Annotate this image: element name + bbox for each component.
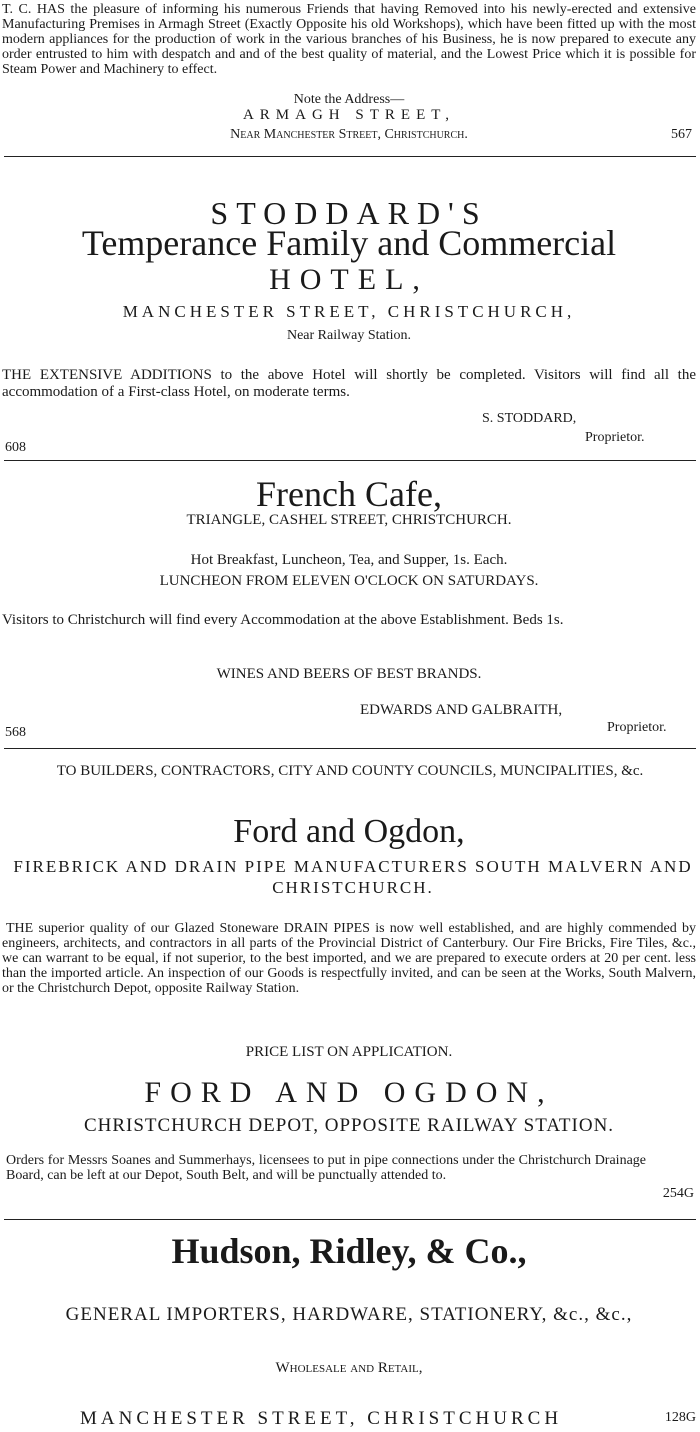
ad-ford-ogdon-trade: FIREBRICK AND DRAIN PIPE MANUFACTURERS SOUTH MALVERN AND CHRISTCHURCH. xyxy=(13,857,693,897)
ad-stoddard-near: Near Railway Station. xyxy=(286,328,412,343)
ad-french-cafe-ref: 568 xyxy=(5,725,26,740)
ad-tc-ref: 567 xyxy=(671,127,692,142)
ad-tc-near: Near Manchester Street, Christchurch. xyxy=(230,127,468,142)
ad-stoddard-line2: Temperance Family and Commercial xyxy=(81,223,617,263)
ad-stoddard-ref: 608 xyxy=(5,440,26,455)
divider xyxy=(4,1219,696,1220)
ad-stoddard-hotel: HOTEL, xyxy=(269,263,429,296)
ad-hudson-ridley-wholesale: Wholesale and Retail, xyxy=(275,1360,423,1376)
divider xyxy=(4,156,696,157)
ad-stoddard-address: MANCHESTER STREET, CHRISTCHURCH, xyxy=(122,302,576,321)
ad-french-cafe-visitors: Visitors to Christchurch will find every Accommodation at the above Establishment. Beds 1s. xyxy=(2,612,564,628)
ad-hudson-ridley-name: Hudson, Ridley, & Co., xyxy=(171,1231,527,1271)
ad-stoddard-line1: STODDARD'S xyxy=(210,195,488,231)
ad-stoddard-signer: S. STODDARD, xyxy=(482,411,577,426)
ad-tc-note: Note the Address— xyxy=(293,92,405,107)
ad-french-cafe-luncheon: LUNCHEON FROM ELEVEN O'CLOCK ON SATURDAYS. xyxy=(159,573,539,589)
ad-hudson-ridley-ref: 128G xyxy=(664,1410,696,1425)
ad-ford-ogdon-body-text: THE superior quality of our Glazed Stoneware DRAIN PIPES is now well established, and are highly commended by engineers, architects, and contractors in all parts of the Provincial District of Canterbury. Our Fire Bricks, Fire Tiles, &c., we can warrant to be equal, if not superior, to the best imported, and we are prepared to execute orders at 20 per cent. less than the imported article. An inspection of our Goods is respectfully invited, and can be seen at the Works, South Malvern, or the Christchurch Depot, opposite Railway Station. xyxy=(2,921,696,996)
ad-hudson-ridley-address: MANCHESTER STREET, CHRISTCHURCH xyxy=(80,1408,563,1429)
ad-ford-ogdon-orders: Orders for Messrs Soanes and Summerhays, licensees to put in pipe connections under the Christchurch Drainage Board, can be left at our Depot, South Belt, and will be punctually attended to. xyxy=(6,1153,646,1183)
ad-ford-ogdon-body xyxy=(2,921,696,996)
divider xyxy=(4,748,696,749)
ad-hudson-ridley-trade: GENERAL IMPORTERS, HARDWARE, STATIONERY, &c., &c., xyxy=(65,1304,633,1325)
ad-ford-ogdon-to: TO BUILDERS, CONTRACTORS, CITY AND COUNTY COUNCILS, MUNCIPALITIES, &c. xyxy=(56,763,644,779)
divider xyxy=(4,460,696,461)
ad-french-cafe-name: French Cafe, xyxy=(256,474,442,514)
ad-ford-ogdon-price: PRICE LIST ON APPLICATION. xyxy=(245,1044,453,1060)
ad-french-cafe-signer: EDWARDS AND GALBRAITH, xyxy=(360,702,563,718)
ad-french-cafe-address: TRIANGLE, CASHEL STREET, CHRISTCHURCH. xyxy=(186,512,512,528)
ad-tc-street: ARMAGH STREET, xyxy=(242,107,456,123)
ad-french-cafe-meals: Hot Breakfast, Luncheon, Tea, and Supper, 1s. Each. xyxy=(190,552,508,568)
ad-ford-ogdon-depot: CHRISTCHURCH DEPOT, OPPOSITE RAILWAY STATION. xyxy=(83,1115,615,1136)
ad-french-cafe-title: Proprietor. xyxy=(607,720,667,735)
ad-ford-ogdon-name2: FORD AND OGDON, xyxy=(144,1076,554,1109)
ad-tc-notice-body: T. C. HAS the pleasure of informing his numerous Friends that having Removed into his newly-erected and extensive Manufacturing Premises in Armagh Street (Exactly Opposite his old Workshops), which have been fitted up with the most modern appliances for the production of work in the various branches of his Business, he is now prepared to execute any order entrusted to him with despatch and and of the best quality of material, and the Lowest Price which it is possible for Steam Power and Machinery to effect. xyxy=(2,2,696,77)
ad-stoddard-title: Proprietor. xyxy=(585,430,645,445)
ad-ford-ogdon-ref: 254G xyxy=(662,1186,694,1201)
ad-ford-ogdon-name: Ford and Ogdon, xyxy=(233,813,465,850)
ad-french-cafe-wines: WINES AND BEERS OF BEST BRANDS. xyxy=(216,666,482,682)
ad-stoddard-body: THE EXTENSIVE ADDITIONS to the above Hotel will shortly be completed. Visitors will find all the accommodation of a First-class Hotel, on moderate terms. xyxy=(2,367,696,400)
